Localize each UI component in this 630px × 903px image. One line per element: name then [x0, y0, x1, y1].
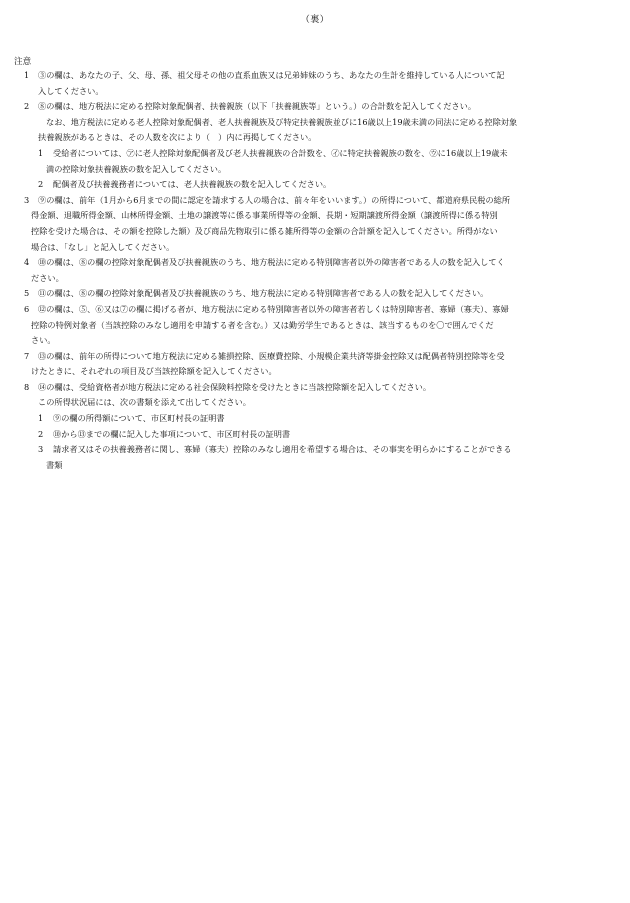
- note-text-line: ⑬の欄は、前年の所得について地方税法に定める雑損控除、医療費控除、小規模企業共済等掛金控除又は配偶者特別控除等を受: [38, 350, 505, 361]
- note-text-line: ⑨の欄は、前年（1月から6月までの間に認定を請求する人の場合は、前々年をいいます。）の所得について、都道府県民税の総所: [38, 194, 511, 205]
- note-number: 1: [24, 70, 30, 80]
- note-item-5: [0, 288, 630, 304]
- note-text-line: ⑩の欄は、⑧の欄の控除対象配偶者及び扶養親族のうち、地方税法に定める特別障害者以外の障害者である人の数を記入してく: [38, 257, 505, 268]
- note-text-line: ⑫の欄は、⑤、⑥又は⑦の欄に掲げる者が、地方税法に定める特別障害者以外の障害者若しくは特別障害者、寡婦（寡夫）、寡婦: [38, 303, 509, 314]
- note-text-line: ⑧の欄は、地方税法に定める控除対象配偶者、扶養親族（以下「扶養親族等」という。）の合計数を記入してください。: [38, 101, 477, 112]
- note-item-3: [0, 195, 630, 257]
- note-number: 4: [24, 257, 30, 268]
- note-text-line: ⑨の欄の所得額について、市区町村長の証明書: [53, 413, 225, 424]
- note-text-line: ⑪の欄は、⑧の欄の控除対象配偶者及び扶養親族のうち、地方税法に定める特別障害者である人の数を記入してください。: [38, 288, 489, 299]
- note-text-line: 請求者又はその扶養義務者に関し、寡婦（寡夫）控除のみなし適用を希望する場合は、その事実を明らかにすることができる: [53, 444, 512, 455]
- note-text-line: ③の欄は、あなたの子、父、母、孫、祖父母その他の直系血族又は兄弟姉妹のうち、あなたの生計を維持している人について記: [38, 70, 505, 80]
- note-number: 1: [38, 147, 44, 158]
- note-number: 7: [24, 350, 30, 361]
- note-text-line: 得金額、退職所得金額、山林所得金額、土地の譲渡等に係る事業所得等の金額、長期・短期譲渡所得金額（譲渡所得に係る特別: [31, 210, 498, 221]
- note-text-line: 場合は、「なし」と記入してください。: [31, 241, 175, 252]
- page-header-back-side: （裏）: [300, 15, 330, 25]
- note-number: 6: [24, 303, 30, 314]
- note-text-line: 控除を受けた場合は、その額を控除した額）及び商品先物取引に係る雑所得等の金額の合計額を記入してください。所得がない: [31, 225, 498, 236]
- note-number: 3: [38, 444, 44, 455]
- note-item-2: [0, 101, 630, 148]
- note-number: 8: [24, 381, 30, 392]
- note-text-line: 満の控除対象扶養親族の数を記入してください。: [46, 163, 227, 174]
- note-text-line: なお、地方税法に定める老人控除対象配偶者、老人扶養親族及び特定扶養親族並びに16歳以上19歳未満の同法に定める控除対象: [46, 116, 518, 127]
- note-text-line: 受給者については、㋐に老人控除対象配偶者及び老人扶養親族の合計数を、㋑に特定扶養親族の数を、㋒に16歳以上19歳未: [53, 147, 508, 158]
- note-text-line: さい。: [31, 335, 56, 346]
- note-number: 5: [24, 288, 30, 299]
- note-text-line: この所得状況届には、次の書類を添えて出してください。: [38, 397, 251, 408]
- note-item-7: [0, 351, 630, 382]
- notes-list: [0, 70, 630, 475]
- note-text-line: ⑭の欄は、受給資格者が地方税法に定める社会保険料控除を受けたときに当該控除額を記入してください。: [38, 381, 432, 392]
- note-text-line: 扶養親族があるときは、その人数を次により（ ）内に再掲してください。: [38, 132, 317, 143]
- note-text-line: ださい。: [31, 272, 64, 283]
- note-item-6: [0, 304, 630, 351]
- note-item-8: [0, 382, 630, 413]
- note-number: 2: [24, 101, 30, 112]
- note-subitem-8-1: [0, 413, 630, 429]
- note-item-4: [0, 257, 630, 288]
- note-text-line: けたときに、それぞれの項目及び当該控除額を記入してください。: [31, 366, 277, 377]
- note-item-1: [0, 70, 630, 101]
- note-text-line: 書類: [46, 459, 63, 470]
- note-text-line: 控除の特例対象者（当該控除のみなし適用を申請する者を含む。）又は勤労学生であるときは、該当するものを〇で囲んでくだ: [31, 319, 494, 330]
- note-subitem-2-1: [0, 148, 630, 179]
- note-subitem-8-2: [0, 429, 630, 445]
- note-subitem-2-2: [0, 179, 630, 195]
- note-number: 3: [24, 194, 30, 205]
- note-text-line: 配偶者及び扶養義務者については、老人扶養親族の数を記入してください。: [53, 179, 332, 190]
- note-number: 1: [38, 413, 44, 424]
- note-text-line: 入してください。: [38, 85, 104, 96]
- note-number: 2: [38, 179, 44, 190]
- note-number: 2: [38, 428, 44, 439]
- note-subitem-8-3: [0, 444, 630, 475]
- section-title-notes: 注意: [14, 57, 32, 67]
- note-text-line: ⑩から⑬までの欄に記入した事項について、市区町村長の証明書: [53, 428, 291, 439]
